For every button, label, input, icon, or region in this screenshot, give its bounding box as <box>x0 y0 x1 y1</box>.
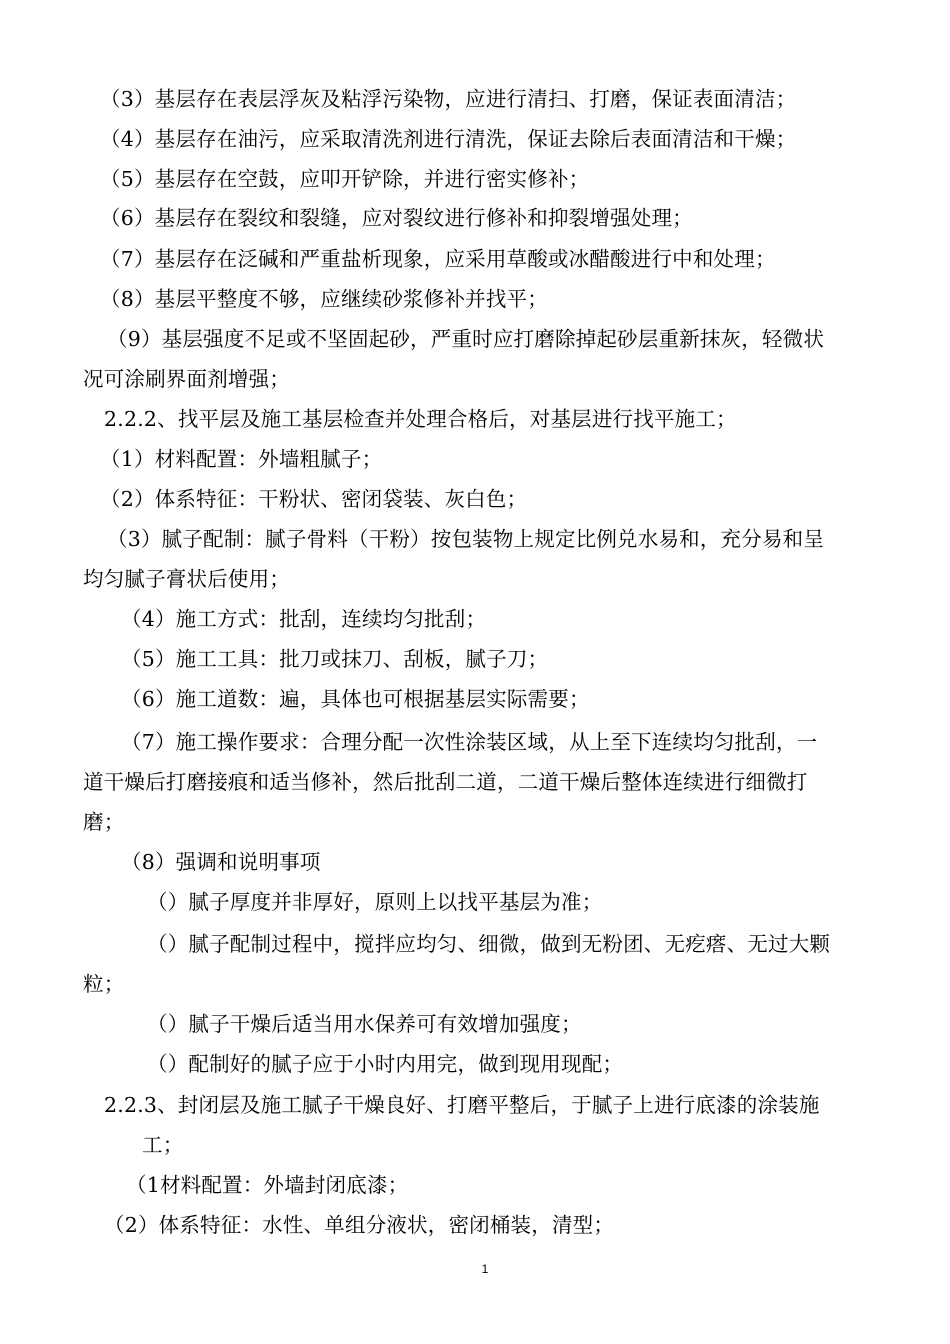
text-line: （9）基层强度不足或不坚固起砂，严重时应打磨除掉起砂层重新抹灰，轻微状 <box>107 327 825 351</box>
text-line: 工； <box>142 1133 184 1157</box>
text-line: （4）基层存在油污，应采取清洗剂进行清洗，保证去除后表面清洁和干燥； <box>100 127 797 151</box>
text-line: （3）基层存在表层浮灰及粘浮污染物，应进行清扫、打磨，保证表面清洁； <box>100 87 797 111</box>
text-line: （4）施工方式：批刮，连续均匀批刮； <box>121 607 487 631</box>
text-line: （8）强调和说明事项 <box>121 850 321 874</box>
text-line: 道干燥后打磨接痕和适当修补，然后批刮二道，二道干燥后整体连续进行细微打 <box>83 770 808 794</box>
text-line: （6）基层存在裂纹和裂缝，应对裂纹进行修补和抑裂增强处理； <box>100 206 693 230</box>
text-line: 磨； <box>83 810 125 834</box>
text-line: （5）施工工具：批刀或抹刀、刮板，腻子刀； <box>121 647 549 671</box>
text-line: （3）腻子配制：腻子骨料（干粉）按包装物上规定比例兑水易和，充分易和呈 <box>107 527 825 551</box>
text-line: 粒； <box>83 972 125 996</box>
page-number: 1 <box>481 1262 489 1276</box>
text-line: （6）施工道数：遍，具体也可根据基层实际需要； <box>121 687 590 711</box>
text-line: （7）施工操作要求：合理分配一次性涂装区域，从上至下连续均匀批刮，一 <box>121 730 818 754</box>
section-heading: 2.2.3、封闭层及施工腻子干燥良好、打磨平整后，于腻子上进行底漆的涂装施 <box>104 1093 820 1117</box>
text-line: （）腻子干燥后适当用水保养可有效增加强度； <box>147 1012 582 1036</box>
text-line: （）腻子厚度并非厚好，原则上以找平基层为准； <box>147 890 603 914</box>
text-line: （7）基层存在泛碱和严重盐析现象，应采用草酸或冰醋酸进行中和处理； <box>100 247 776 271</box>
section-heading: 2.2.2、找平层及施工基层检查并处理合格后，对基层进行找平施工； <box>104 407 737 431</box>
text-line: （5）基层存在空鼓，应叩开铲除，并进行密实修补； <box>100 167 590 191</box>
text-line: （）配制好的腻子应于小时内用完，做到现用现配； <box>147 1052 624 1076</box>
text-line: （）腻子配制过程中，搅拌应均匀、细微，做到无粉团、无疙瘩、无过大颗 <box>147 932 831 956</box>
text-line: 况可涂刷界面剂增强； <box>83 367 290 391</box>
text-line: （1材料配置：外墙封闭底漆； <box>126 1173 409 1197</box>
text-line: （2）体系特征：水性、单组分液状，密闭桶装，清型； <box>104 1213 615 1237</box>
text-line: （8）基层平整度不够，应继续砂浆修补并找平； <box>100 287 548 311</box>
text-line: 均匀腻子膏状后使用； <box>83 567 290 591</box>
text-line: （2）体系特征：干粉状、密闭袋装、灰白色； <box>100 487 528 511</box>
text-line: （1）材料配置：外墙粗腻子； <box>100 447 383 471</box>
